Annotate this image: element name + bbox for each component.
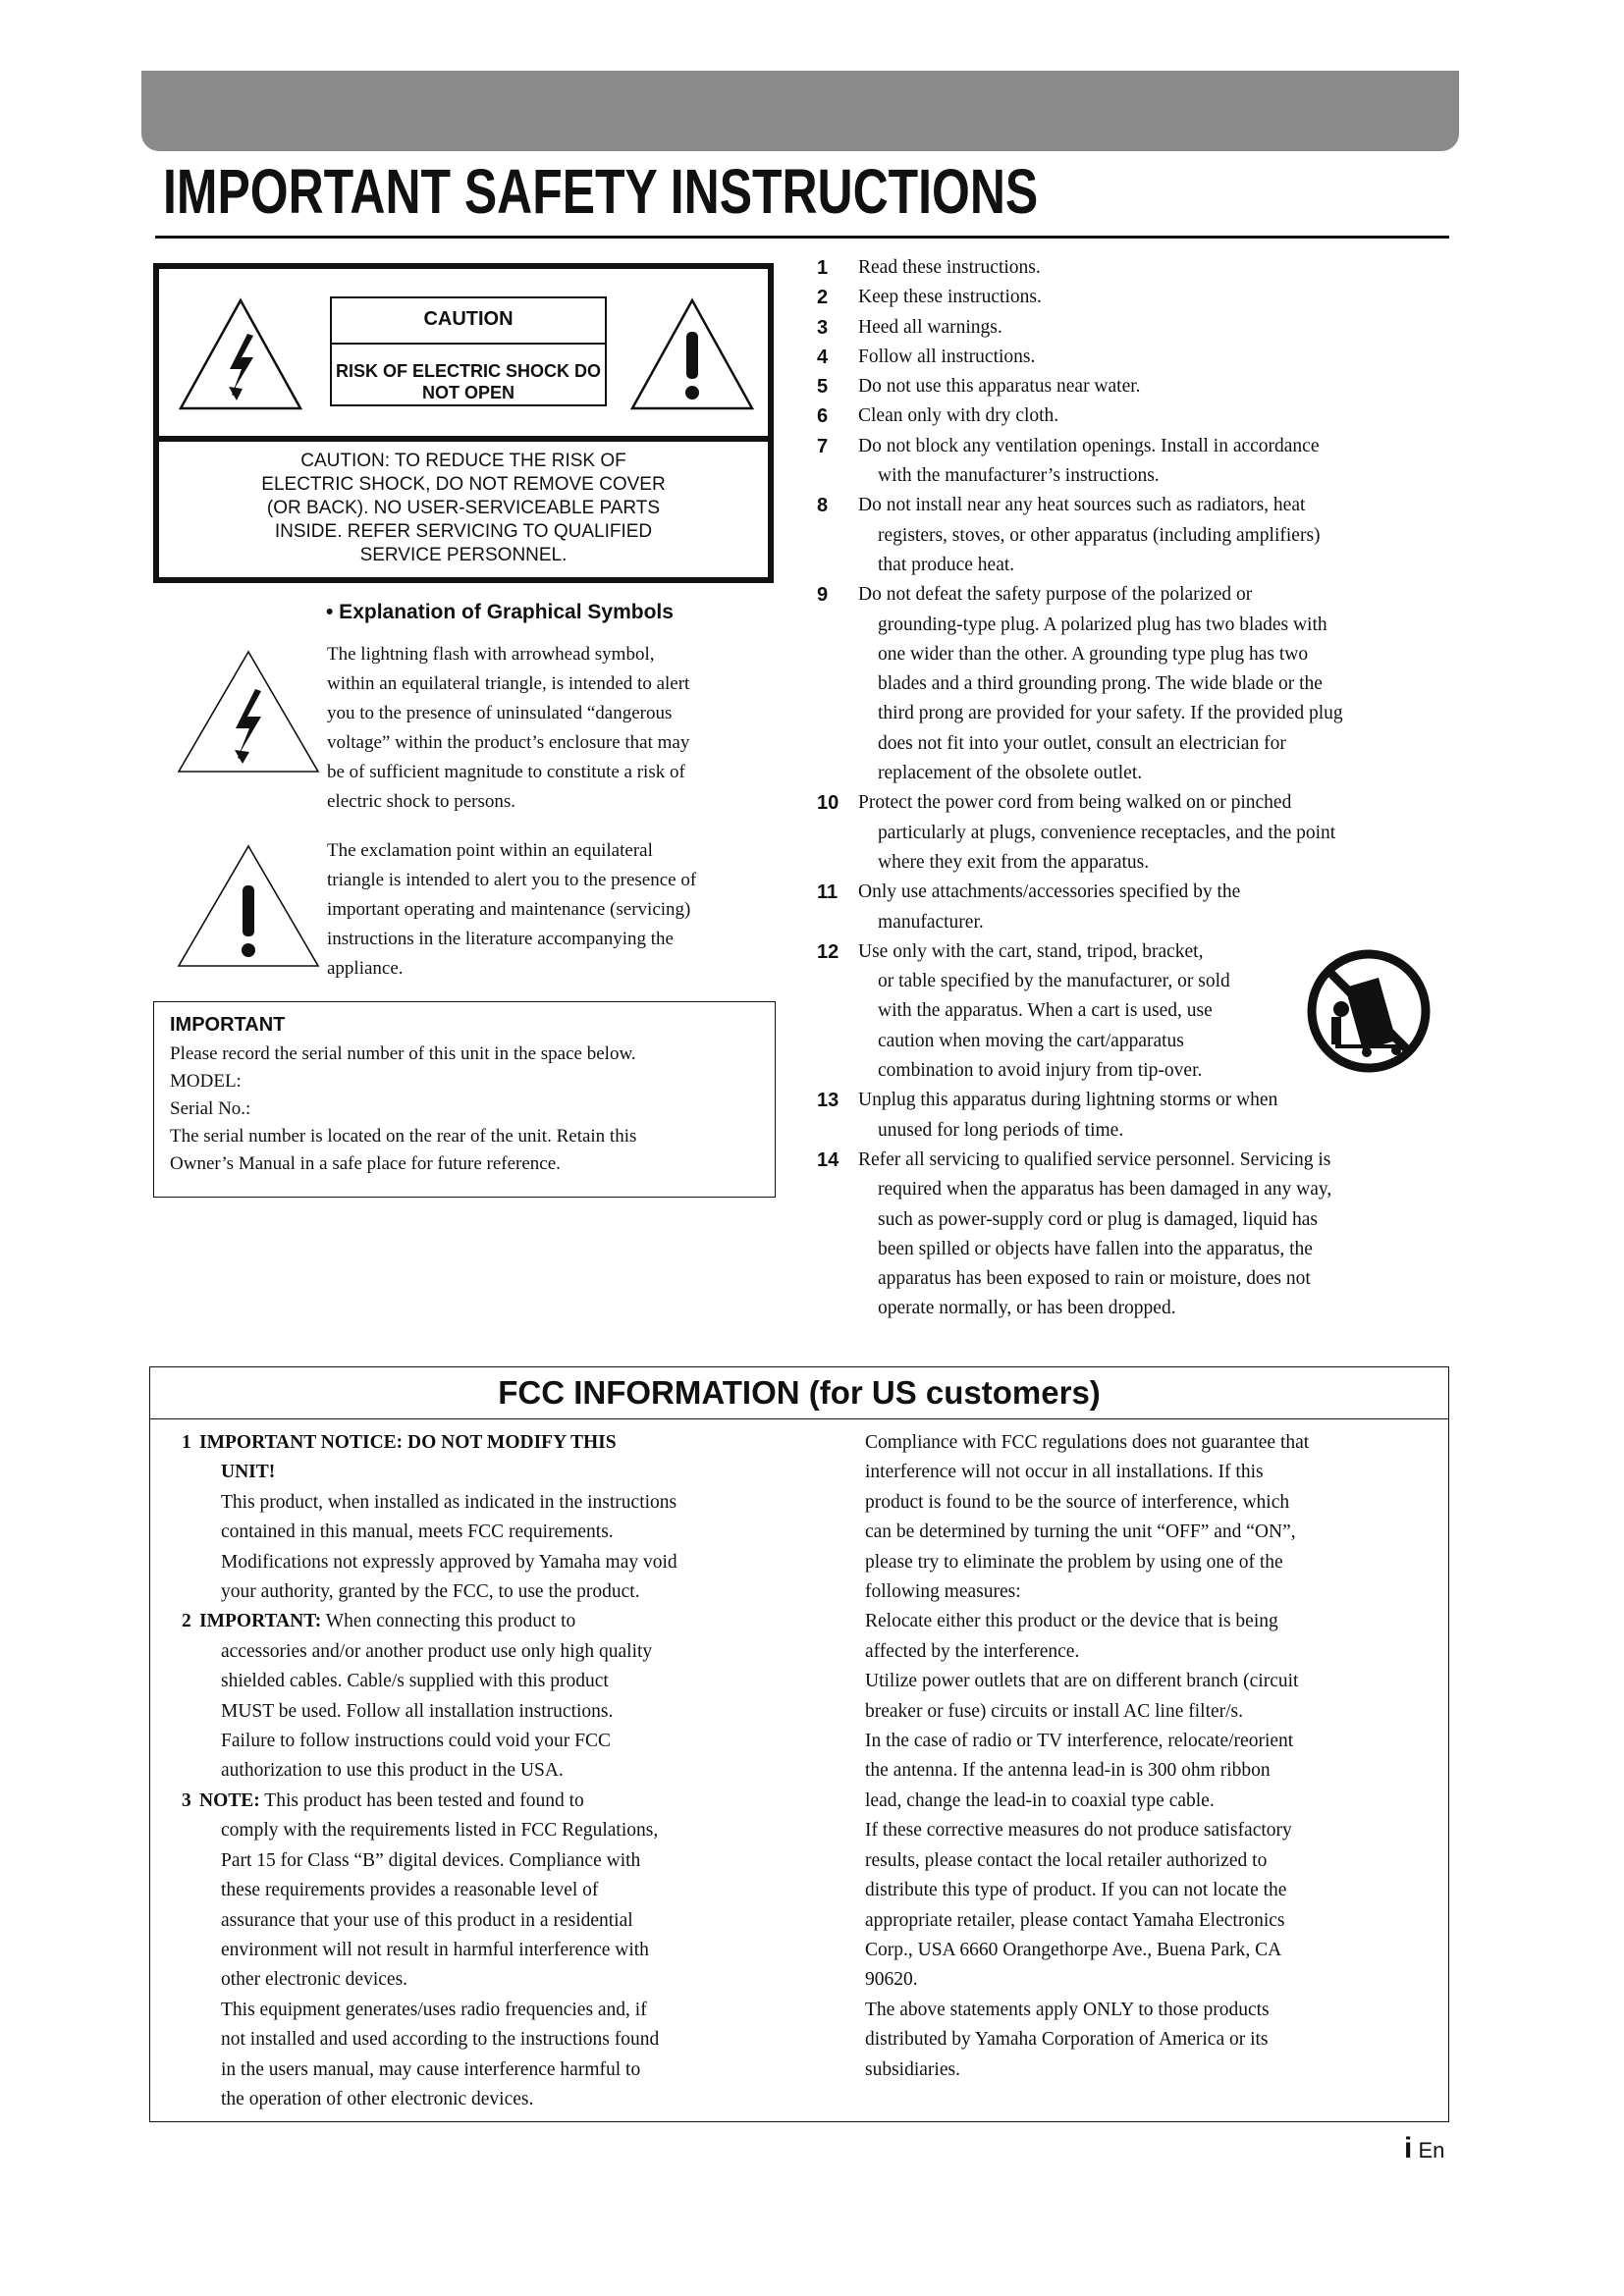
fcc-line: following measures: (865, 1581, 1021, 1603)
exclamation-warning-icon (628, 296, 756, 412)
fcc-line: When connecting this product to (325, 1611, 576, 1632)
fcc-line: Modifications not expressly approved by Yamaha may void (221, 1551, 677, 1573)
header-bar (141, 71, 1459, 151)
caution-line: INSIDE. REFER SERVICING TO QUALIFIED (274, 521, 653, 542)
fcc-item-heading: UNIT! (221, 1462, 276, 1483)
caution-warning-text (159, 450, 768, 567)
explanation-line: be of sufficient magnitude to constitute a risk of (327, 762, 685, 782)
caution-upper (159, 269, 768, 442)
fcc-item (178, 1787, 934, 1996)
fcc-line: In the case of radio or TV interference, relocate/reorient (865, 1731, 1294, 1752)
instruction-number: 11 (817, 881, 839, 904)
exclamation-symbol-icon (175, 842, 322, 970)
fcc-line: 90620. (865, 1969, 918, 1991)
instruction-item (817, 372, 1434, 401)
fcc-line: product is found to be the source of interference, which (865, 1491, 1290, 1513)
caution-label-title: CAUTION (332, 308, 605, 345)
fcc-line: the antenna. If the antenna lead-in is 300 ohm ribbon (865, 1760, 1271, 1782)
fcc-line: The above statements apply ONLY to those products (865, 1999, 1270, 2020)
fcc-line: assurance that your use of this product in a residential (221, 1909, 633, 1931)
important-line: Owner’s Manual in a safe place for future reference. (170, 1153, 561, 1174)
fcc-item (178, 1607, 934, 1786)
instruction-line: does not fit into your outlet, consult an electrician for (878, 732, 1286, 754)
explanation-line: voltage” within the product’s enclosure that may (327, 732, 690, 753)
symbols-heading: • Explanation of Graphical Symbols (326, 601, 674, 623)
fcc-line: the operation of other electronic devices. (221, 2088, 534, 2109)
fcc-line: This equipment generates/uses radio frequencies and, if (221, 1999, 647, 2020)
instruction-number: 2 (817, 287, 829, 309)
fcc-line: in the users manual, may cause interference harmful to (221, 2058, 641, 2080)
fcc-line: If these corrective measures do not produce satisfactory (865, 1820, 1292, 1842)
explanation-line: appliance. (327, 958, 404, 979)
instruction-number: 10 (817, 792, 839, 815)
fcc-item-heading: IMPORTANT NOTICE: DO NOT MODIFY THIS (199, 1432, 617, 1453)
fcc-line: your authority, granted by the FCC, to use the product. (221, 1581, 640, 1603)
instruction-line: that produce heat. (878, 554, 1015, 575)
fcc-line: Corp., USA 6660 Orangethorpe Ave., Buena Park, CA (865, 1939, 1282, 1960)
instruction-number: 7 (817, 435, 829, 457)
instruction-number: 3 (817, 316, 829, 339)
fcc-line: comply with the requirements listed in FCC Regulations, (221, 1820, 659, 1842)
explanation-line: important operating and maintenance (servicing) (327, 899, 691, 920)
fcc-line: shielded cables. Cable/s supplied with this product (221, 1671, 609, 1692)
instruction-line: replacement of the obsolete outlet. (878, 763, 1143, 784)
instruction-line: Do not defeat the safety purpose of the polarized or (858, 584, 1253, 606)
instruction-line: manufacturer. (878, 911, 984, 933)
instruction-item (817, 788, 1434, 878)
fcc-line: these requirements provides a reasonable level of (221, 1880, 599, 1901)
instruction-number: 9 (817, 584, 829, 607)
fcc-line: environment will not result in harmful interference with (221, 1939, 649, 1960)
fcc-line: Relocate either this product or the device that is being (865, 1611, 1278, 1632)
instruction-line: Do not use this apparatus near water. (858, 376, 1141, 398)
fcc-line: interference will not occur in all installations. If this (865, 1462, 1264, 1483)
important-line: Please record the serial number of this unit in the space below. (170, 1043, 636, 1064)
caution-line: SERVICE PERSONNEL. (359, 545, 568, 565)
safety-instructions-list (817, 253, 1434, 1324)
caution-box (153, 263, 774, 583)
fcc-information-box (149, 1366, 1449, 2122)
fcc-line: Failure to follow instructions could void your FCC (221, 1731, 612, 1752)
instruction-line: Do not block any ventilation openings. Install in accordance (858, 435, 1320, 456)
fcc-line: accessories and/or another product use only high quality (221, 1640, 653, 1662)
fcc-line: contained in this manual, meets FCC requirements. (221, 1522, 614, 1543)
fcc-item-heading: NOTE: (199, 1789, 260, 1811)
instruction-line: caution when moving the cart/apparatus (878, 1030, 1184, 1051)
instruction-number: 8 (817, 495, 829, 517)
fcc-title: FCC INFORMATION (for US customers) (150, 1367, 1448, 1419)
fcc-line: other electronic devices. (221, 1969, 408, 1991)
explanation-line: you to the presence of uninsulated “dangerous (327, 703, 673, 723)
title-rule (155, 236, 1449, 239)
instruction-line: Only use attachments/accessories specified by the (858, 881, 1241, 903)
instruction-line: such as power-supply cord or plug is damaged, liquid has (878, 1208, 1319, 1230)
important-notice-box (153, 1001, 776, 1198)
instruction-line: Keep these instructions. (858, 287, 1042, 308)
fcc-line: lead, change the lead-in to coaxial type cable. (865, 1789, 1215, 1811)
caution-line: (OR BACK). NO USER-SERVICEABLE PARTS (266, 498, 661, 518)
fcc-line: authorization to use this product in the USA. (221, 1760, 564, 1782)
fcc-line: Compliance with FCC regulations does not guarantee that (865, 1432, 1310, 1453)
instruction-number: 13 (817, 1090, 839, 1112)
fcc-line: Utilize power outlets that are on different branch (circuit (865, 1671, 1299, 1692)
instruction-line: Refer all servicing to qualified service personnel. Servicing is (858, 1148, 1331, 1170)
instruction-item (817, 343, 1434, 372)
fcc-line: appropriate retailer, please contact Yamaha Electronics (865, 1909, 1285, 1931)
page-num: i (1404, 2132, 1413, 2164)
instruction-number: 14 (817, 1148, 839, 1171)
fcc-continued (178, 1996, 934, 2115)
instruction-item (817, 491, 1434, 580)
explanation-line: within an equilateral triangle, is intended to alert (327, 673, 690, 694)
exclamation-explanation (327, 836, 779, 984)
instruction-number: 4 (817, 346, 829, 368)
instruction-line: with the apparatus. When a cart is used, use (878, 1000, 1213, 1022)
explanation-line: electric shock to persons. (327, 791, 516, 812)
fcc-left-column (178, 1428, 934, 2114)
fcc-line: breaker or fuse) circuits or install AC line filter/s. (865, 1700, 1244, 1722)
instruction-number: 6 (817, 405, 829, 428)
explanation-line: instructions in the literature accompanying the (327, 929, 674, 949)
instruction-line: one wider than the other. A grounding type plug has two (878, 643, 1309, 665)
instruction-line: Use only with the cart, stand, tripod, bracket, (858, 940, 1204, 962)
instruction-item (817, 432, 1434, 492)
fcc-line: distribute this type of product. If you can not locate the (865, 1880, 1287, 1901)
fcc-line: can be determined by turning the unit “OFF” and “ON”, (865, 1522, 1296, 1543)
fcc-line: please try to eliminate the problem by using one of the (865, 1551, 1283, 1573)
instruction-line: Read these instructions. (858, 257, 1041, 278)
instruction-item (817, 1146, 1434, 1324)
page-number (1404, 2132, 1444, 2165)
instruction-line: unused for long periods of time. (878, 1119, 1124, 1141)
instruction-line: Follow all instructions. (858, 346, 1036, 367)
fcc-item-heading: IMPORTANT: (199, 1611, 322, 1632)
fcc-line: This product, when installed as indicated in the instructions (221, 1491, 677, 1513)
page-lang: En (1418, 2138, 1445, 2163)
fcc-line: affected by the interference. (865, 1640, 1080, 1662)
instruction-number: 12 (817, 940, 839, 963)
page-title: IMPORTANT SAFETY INSTRUCTIONS (163, 156, 1039, 227)
instruction-item (817, 401, 1434, 431)
fcc-line: This product has been tested and found to (264, 1789, 584, 1811)
fcc-item-number: 3 (182, 1789, 191, 1811)
cart-tipover-warning-icon (1306, 948, 1432, 1074)
caution-line: ELECTRIC SHOCK, DO NOT REMOVE COVER (261, 474, 666, 495)
instruction-line: third prong are provided for your safety. If the provided plug (878, 703, 1343, 724)
explanation-line: The lightning flash with arrowhead symbol, (327, 644, 655, 665)
instruction-item (817, 1086, 1434, 1146)
model-label: MODEL: (170, 1071, 242, 1092)
instruction-line: where they exit from the apparatus. (878, 851, 1150, 873)
lightning-symbol-icon (175, 648, 322, 775)
fcc-item-number: 1 (182, 1432, 191, 1453)
instruction-line: or table specified by the manufacturer, or sold (878, 971, 1230, 992)
fcc-line: distributed by Yamaha Corporation of America or its (865, 2029, 1269, 2051)
instruction-line: particularly at plugs, convenience receptacles, and the point (878, 822, 1336, 843)
instruction-line: Unplug this apparatus during lightning storms or when (858, 1090, 1278, 1111)
instruction-line: Heed all warnings. (858, 316, 1002, 338)
instruction-line: required when the apparatus has been damaged in any way, (878, 1179, 1332, 1201)
instruction-line: grounding-type plug. A polarized plug has two blades with (878, 614, 1327, 635)
instruction-number: 5 (817, 376, 829, 399)
instruction-line: Protect the power cord from being walked on or pinched (858, 792, 1292, 814)
lightning-explanation (327, 640, 779, 817)
instruction-line: blades and a third grounding prong. The wide blade or the (878, 673, 1323, 695)
instruction-line: with the manufacturer’s instructions. (878, 465, 1160, 487)
fcc-line: results, please contact the local retailer authorized to (865, 1849, 1268, 1871)
serial-label: Serial No.: (170, 1098, 251, 1119)
instruction-item (817, 313, 1434, 343)
fcc-item-number: 2 (182, 1611, 191, 1632)
instruction-line: Clean only with dry cloth. (858, 405, 1059, 427)
fcc-line: Part 15 for Class “B” digital devices. Compliance with (221, 1849, 641, 1871)
lightning-warning-icon (177, 296, 304, 412)
caution-label (330, 296, 607, 406)
instruction-item (817, 878, 1434, 937)
instruction-item (817, 580, 1434, 788)
instruction-item (817, 283, 1434, 312)
instruction-line: apparatus has been exposed to rain or moisture, does not (878, 1268, 1311, 1290)
caution-label-subtitle: RISK OF ELECTRIC SHOCK DO NOT OPEN (335, 361, 601, 402)
fcc-line: not installed and used according to the instructions found (221, 2029, 660, 2051)
instruction-line: combination to avoid injury from tip-over. (878, 1060, 1203, 1082)
explanation-line: triangle is intended to alert you to the presence of (327, 870, 697, 890)
important-line: The serial number is located on the rear of the unit. Retain this (170, 1126, 637, 1147)
fcc-right-column (865, 1428, 1435, 2085)
instruction-number: 1 (817, 257, 829, 279)
instruction-line: registers, stoves, or other apparatus (including amplifiers) (878, 524, 1321, 546)
fcc-line: MUST be used. Follow all installation instructions. (221, 1700, 614, 1722)
instruction-item (817, 253, 1434, 283)
fcc-item (178, 1428, 934, 1607)
fcc-line: subsidiaries. (865, 2058, 960, 2080)
explanation-line: The exclamation point within an equilateral (327, 840, 653, 861)
instruction-line: Do not install near any heat sources such as radiators, heat (858, 495, 1306, 516)
caution-line: CAUTION: TO REDUCE THE RISK OF (300, 451, 626, 471)
instruction-line: been spilled or objects have fallen into the apparatus, the (878, 1238, 1313, 1259)
instruction-line: operate normally, or has been dropped. (878, 1298, 1176, 1319)
important-heading: IMPORTANT (170, 1014, 286, 1036)
